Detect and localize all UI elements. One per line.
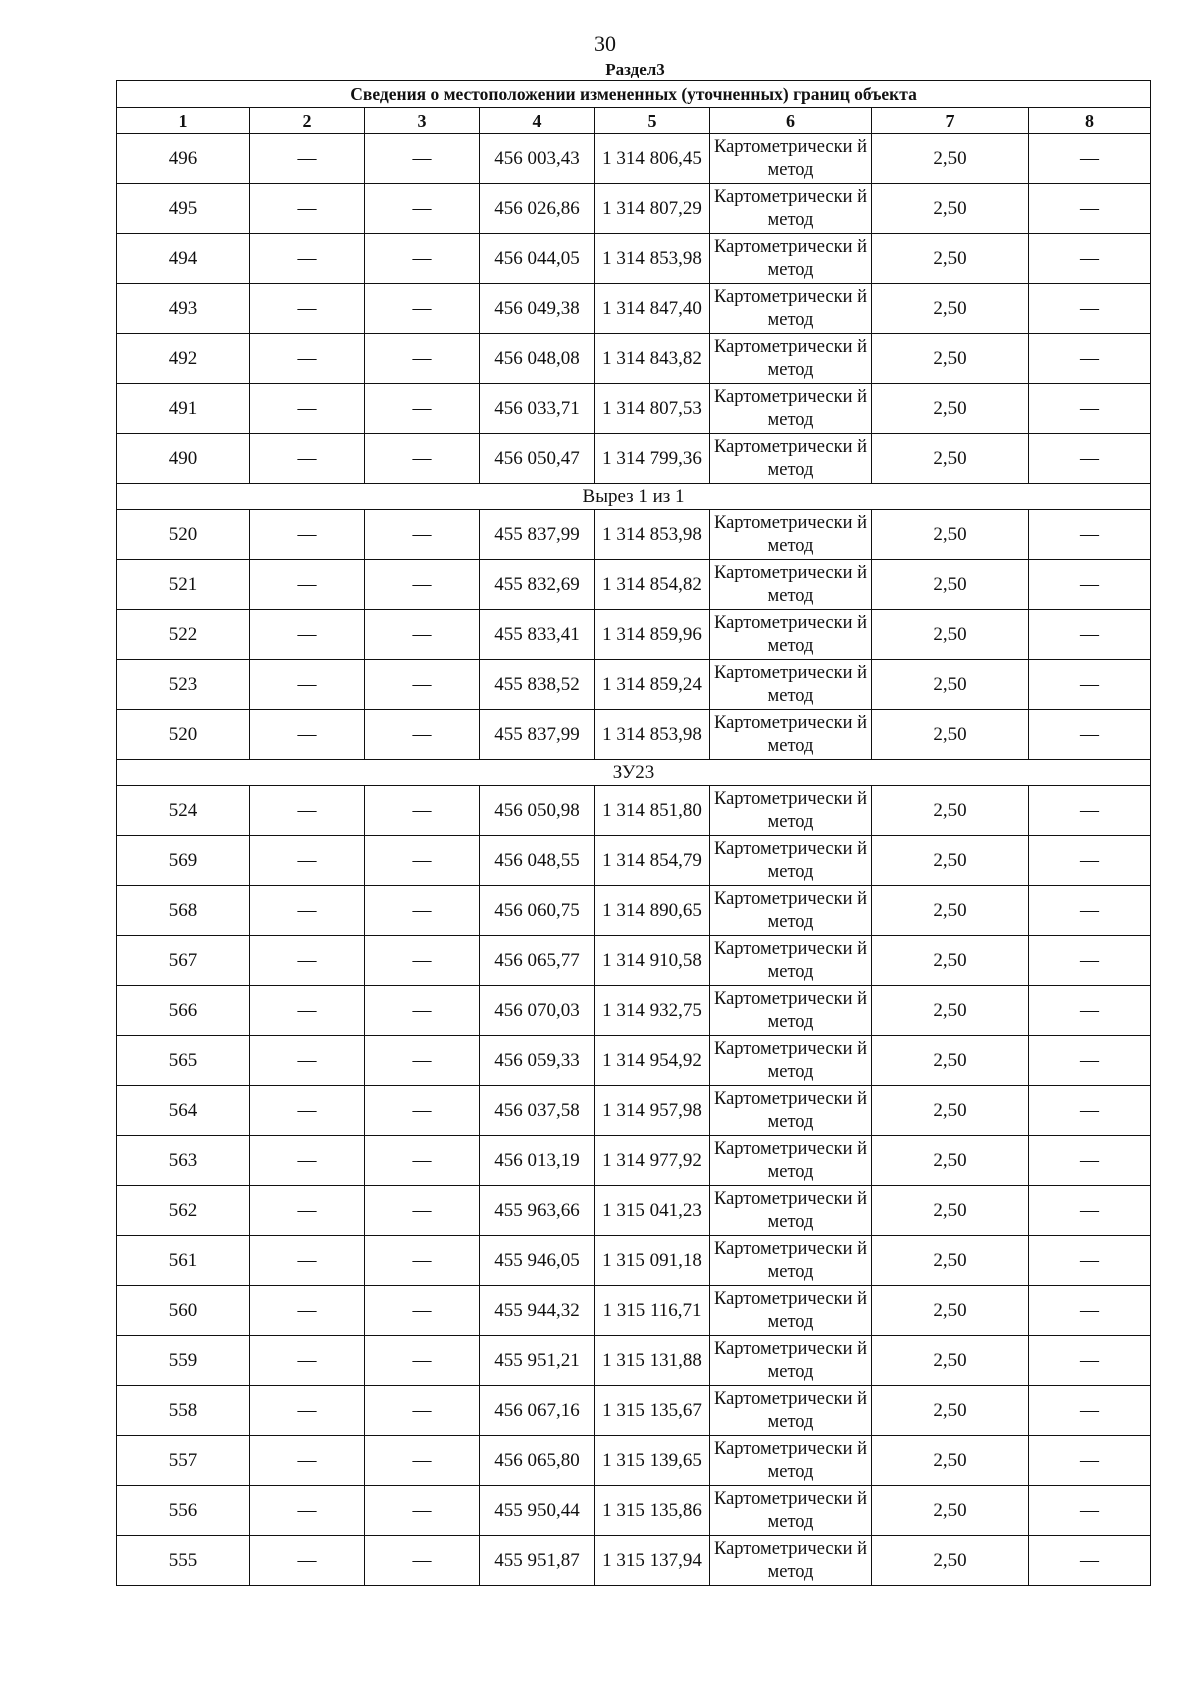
- accuracy-cell: 2,50: [872, 1286, 1029, 1336]
- col8-cell: —: [1029, 184, 1151, 234]
- y-coordinate-cell: 1 314 851,80: [595, 786, 710, 836]
- point-number-cell: 568: [117, 886, 250, 936]
- col2-cell: —: [250, 836, 365, 886]
- point-number-cell: 557: [117, 1436, 250, 1486]
- y-coordinate-cell: 1 315 041,23: [595, 1186, 710, 1236]
- accuracy-cell: 2,50: [872, 1136, 1029, 1186]
- col8-cell: —: [1029, 1036, 1151, 1086]
- col3-cell: —: [365, 134, 480, 184]
- point-number-cell: 523: [117, 660, 250, 710]
- accuracy-cell: 2,50: [872, 1386, 1029, 1436]
- accuracy-cell: 2,50: [872, 886, 1029, 936]
- accuracy-cell: 2,50: [872, 986, 1029, 1036]
- col8-cell: —: [1029, 1186, 1151, 1236]
- method-cell: Картометрически й метод: [710, 1286, 872, 1336]
- accuracy-cell: 2,50: [872, 1236, 1029, 1286]
- col2-cell: —: [250, 1286, 365, 1336]
- table-row: [117, 234, 1151, 284]
- col3-cell: —: [365, 334, 480, 384]
- column-header: 3: [365, 108, 480, 134]
- section-row: [117, 484, 1151, 510]
- col8-cell: —: [1029, 1386, 1151, 1436]
- col2-cell: —: [250, 1336, 365, 1386]
- column-header: 2: [250, 108, 365, 134]
- method-cell: Картометрически й метод: [710, 1136, 872, 1186]
- col2-cell: —: [250, 1486, 365, 1536]
- section-label: ЗУ23: [117, 760, 1151, 786]
- x-coordinate-cell: 456 060,75: [480, 886, 595, 936]
- method-cell: Картометрически й метод: [710, 284, 872, 334]
- accuracy-cell: 2,50: [872, 1536, 1029, 1586]
- col3-cell: —: [365, 184, 480, 234]
- x-coordinate-cell: 455 963,66: [480, 1186, 595, 1236]
- y-coordinate-cell: 1 315 135,86: [595, 1486, 710, 1536]
- accuracy-cell: 2,50: [872, 184, 1029, 234]
- point-number-cell: 493: [117, 284, 250, 334]
- col3-cell: —: [365, 560, 480, 610]
- col2-cell: —: [250, 1036, 365, 1086]
- accuracy-cell: 2,50: [872, 434, 1029, 484]
- y-coordinate-cell: 1 315 131,88: [595, 1336, 710, 1386]
- col2-cell: —: [250, 710, 365, 760]
- x-coordinate-cell: 456 044,05: [480, 234, 595, 284]
- accuracy-cell: 2,50: [872, 1186, 1029, 1236]
- y-coordinate-cell: 1 314 807,53: [595, 384, 710, 434]
- x-coordinate-cell: 456 065,80: [480, 1436, 595, 1486]
- x-coordinate-cell: 456 059,33: [480, 1036, 595, 1086]
- accuracy-cell: 2,50: [872, 1086, 1029, 1136]
- y-coordinate-cell: 1 314 954,92: [595, 1036, 710, 1086]
- col3-cell: —: [365, 836, 480, 886]
- col3-cell: —: [365, 660, 480, 710]
- method-cell: Картометрически й метод: [710, 1336, 872, 1386]
- col3-cell: —: [365, 1386, 480, 1436]
- accuracy-cell: 2,50: [872, 786, 1029, 836]
- col2-cell: —: [250, 610, 365, 660]
- x-coordinate-cell: 456 048,55: [480, 836, 595, 886]
- column-header: 1: [117, 108, 250, 134]
- table-row: [117, 334, 1151, 384]
- col3-cell: —: [365, 234, 480, 284]
- col8-cell: —: [1029, 1486, 1151, 1536]
- col2-cell: —: [250, 560, 365, 610]
- point-number-cell: 524: [117, 786, 250, 836]
- x-coordinate-cell: 455 838,52: [480, 660, 595, 710]
- col2-cell: —: [250, 1136, 365, 1186]
- column-header: 7: [872, 108, 1029, 134]
- col2-cell: —: [250, 334, 365, 384]
- y-coordinate-cell: 1 314 807,29: [595, 184, 710, 234]
- column-header: 4: [480, 108, 595, 134]
- col8-cell: —: [1029, 786, 1151, 836]
- col3-cell: —: [365, 1436, 480, 1486]
- table-row: [117, 384, 1151, 434]
- accuracy-cell: 2,50: [872, 510, 1029, 560]
- x-coordinate-cell: 455 832,69: [480, 560, 595, 610]
- col8-cell: —: [1029, 560, 1151, 610]
- col8-cell: —: [1029, 710, 1151, 760]
- method-cell: Картометрически й метод: [710, 1536, 872, 1586]
- col2-cell: —: [250, 936, 365, 986]
- section-title: Раздел3: [605, 60, 665, 79]
- method-cell: Картометрически й метод: [710, 786, 872, 836]
- table-row: [117, 1186, 1151, 1236]
- point-number-cell: 565: [117, 1036, 250, 1086]
- accuracy-cell: 2,50: [872, 1036, 1029, 1086]
- point-number-cell: 555: [117, 1536, 250, 1586]
- method-cell: Картометрически й метод: [710, 660, 872, 710]
- y-coordinate-cell: 1 314 890,65: [595, 886, 710, 936]
- accuracy-cell: 2,50: [872, 836, 1029, 886]
- table-row: [117, 710, 1151, 760]
- method-cell: Картометрически й метод: [710, 1486, 872, 1536]
- col2-cell: —: [250, 786, 365, 836]
- accuracy-cell: 2,50: [872, 610, 1029, 660]
- section-label: Вырез 1 из 1: [117, 484, 1151, 510]
- x-coordinate-cell: 456 065,77: [480, 936, 595, 986]
- point-number-cell: 496: [117, 134, 250, 184]
- y-coordinate-cell: 1 314 799,36: [595, 434, 710, 484]
- col3-cell: —: [365, 510, 480, 560]
- y-coordinate-cell: 1 314 853,98: [595, 234, 710, 284]
- col8-cell: —: [1029, 1536, 1151, 1586]
- table-row: [117, 836, 1151, 886]
- method-cell: Картометрически й метод: [710, 710, 872, 760]
- table-row: [117, 510, 1151, 560]
- col8-cell: —: [1029, 1336, 1151, 1386]
- col3-cell: —: [365, 284, 480, 334]
- x-coordinate-cell: 455 837,99: [480, 510, 595, 560]
- col8-cell: —: [1029, 234, 1151, 284]
- col8-cell: —: [1029, 1136, 1151, 1186]
- accuracy-cell: 2,50: [872, 134, 1029, 184]
- table-row: [117, 1536, 1151, 1586]
- method-cell: Картометрически й метод: [710, 510, 872, 560]
- col2-cell: —: [250, 434, 365, 484]
- table-row: [117, 1036, 1151, 1086]
- col8-cell: —: [1029, 134, 1151, 184]
- method-cell: Картометрически й метод: [710, 1036, 872, 1086]
- y-coordinate-cell: 1 314 847,40: [595, 284, 710, 334]
- section-row: [117, 760, 1151, 786]
- accuracy-cell: 2,50: [872, 334, 1029, 384]
- y-coordinate-cell: 1 314 853,98: [595, 710, 710, 760]
- y-coordinate-cell: 1 315 135,67: [595, 1386, 710, 1436]
- col8-cell: —: [1029, 886, 1151, 936]
- table-caption: Сведения о местоположении измененных (уточненных) границ объекта: [117, 81, 1151, 108]
- column-header: 8: [1029, 108, 1151, 134]
- table-row: [117, 434, 1151, 484]
- y-coordinate-cell: 1 314 977,92: [595, 1136, 710, 1186]
- col2-cell: —: [250, 1086, 365, 1136]
- table-row: [117, 1136, 1151, 1186]
- table-row: [117, 1336, 1151, 1386]
- col3-cell: —: [365, 434, 480, 484]
- col3-cell: —: [365, 936, 480, 986]
- col2-cell: —: [250, 1186, 365, 1236]
- col8-cell: —: [1029, 334, 1151, 384]
- col2-cell: —: [250, 1536, 365, 1586]
- col3-cell: —: [365, 384, 480, 434]
- point-number-cell: 521: [117, 560, 250, 610]
- method-cell: Картометрически й метод: [710, 434, 872, 484]
- col3-cell: —: [365, 886, 480, 936]
- y-coordinate-cell: 1 314 806,45: [595, 134, 710, 184]
- accuracy-cell: 2,50: [872, 560, 1029, 610]
- page-number: 30: [594, 31, 616, 56]
- table-row: [117, 134, 1151, 184]
- col2-cell: —: [250, 986, 365, 1036]
- boundary-coordinates-table: [116, 80, 1151, 1586]
- method-cell: Картометрически й метод: [710, 1086, 872, 1136]
- table-row: [117, 284, 1151, 334]
- point-number-cell: 520: [117, 710, 250, 760]
- method-cell: Картометрически й метод: [710, 836, 872, 886]
- x-coordinate-cell: 456 003,43: [480, 134, 595, 184]
- table-row: [117, 610, 1151, 660]
- col3-cell: —: [365, 1536, 480, 1586]
- table-row: [117, 986, 1151, 1036]
- column-header-row: [117, 108, 1151, 134]
- table-row: [117, 1436, 1151, 1486]
- table-row: [117, 1236, 1151, 1286]
- table-row: [117, 1086, 1151, 1136]
- col3-cell: —: [365, 1336, 480, 1386]
- y-coordinate-cell: 1 315 116,71: [595, 1286, 710, 1336]
- table-row: [117, 886, 1151, 936]
- x-coordinate-cell: 455 946,05: [480, 1236, 595, 1286]
- col3-cell: —: [365, 1136, 480, 1186]
- x-coordinate-cell: 456 050,47: [480, 434, 595, 484]
- y-coordinate-cell: 1 314 910,58: [595, 936, 710, 986]
- point-number-cell: 491: [117, 384, 250, 434]
- column-header: 6: [710, 108, 872, 134]
- x-coordinate-cell: 455 837,99: [480, 710, 595, 760]
- y-coordinate-cell: 1 314 853,98: [595, 510, 710, 560]
- point-number-cell: 569: [117, 836, 250, 886]
- method-cell: Картометрически й метод: [710, 1436, 872, 1486]
- point-number-cell: 492: [117, 334, 250, 384]
- point-number-cell: 561: [117, 1236, 250, 1286]
- accuracy-cell: 2,50: [872, 1336, 1029, 1386]
- point-number-cell: 567: [117, 936, 250, 986]
- accuracy-cell: 2,50: [872, 234, 1029, 284]
- x-coordinate-cell: 455 833,41: [480, 610, 595, 660]
- x-coordinate-cell: 456 013,19: [480, 1136, 595, 1186]
- col2-cell: —: [250, 384, 365, 434]
- x-coordinate-cell: 456 026,86: [480, 184, 595, 234]
- table-row: [117, 786, 1151, 836]
- method-cell: Картометрически й метод: [710, 334, 872, 384]
- point-number-cell: 490: [117, 434, 250, 484]
- point-number-cell: 520: [117, 510, 250, 560]
- col8-cell: —: [1029, 284, 1151, 334]
- point-number-cell: 558: [117, 1386, 250, 1436]
- method-cell: Картометрически й метод: [710, 560, 872, 610]
- accuracy-cell: 2,50: [872, 1436, 1029, 1486]
- point-number-cell: 564: [117, 1086, 250, 1136]
- x-coordinate-cell: 456 070,03: [480, 986, 595, 1036]
- col8-cell: —: [1029, 384, 1151, 434]
- x-coordinate-cell: 456 067,16: [480, 1386, 595, 1436]
- method-cell: Картометрически й метод: [710, 234, 872, 284]
- accuracy-cell: 2,50: [872, 710, 1029, 760]
- x-coordinate-cell: 455 951,21: [480, 1336, 595, 1386]
- method-cell: Картометрически й метод: [710, 1186, 872, 1236]
- col2-cell: —: [250, 184, 365, 234]
- col3-cell: —: [365, 710, 480, 760]
- x-coordinate-cell: 455 951,87: [480, 1536, 595, 1586]
- col8-cell: —: [1029, 1086, 1151, 1136]
- col2-cell: —: [250, 510, 365, 560]
- x-coordinate-cell: 456 048,08: [480, 334, 595, 384]
- method-cell: Картометрически й метод: [710, 610, 872, 660]
- col2-cell: —: [250, 1236, 365, 1286]
- y-coordinate-cell: 1 314 854,82: [595, 560, 710, 610]
- col3-cell: —: [365, 610, 480, 660]
- point-number-cell: 559: [117, 1336, 250, 1386]
- col3-cell: —: [365, 786, 480, 836]
- table-row: [117, 660, 1151, 710]
- col8-cell: —: [1029, 610, 1151, 660]
- point-number-cell: 563: [117, 1136, 250, 1186]
- col3-cell: —: [365, 1236, 480, 1286]
- method-cell: Картометрически й метод: [710, 1236, 872, 1286]
- table-row: [117, 1286, 1151, 1336]
- accuracy-cell: 2,50: [872, 660, 1029, 710]
- col3-cell: —: [365, 1086, 480, 1136]
- y-coordinate-cell: 1 314 957,98: [595, 1086, 710, 1136]
- col2-cell: —: [250, 284, 365, 334]
- y-coordinate-cell: 1 314 843,82: [595, 334, 710, 384]
- x-coordinate-cell: 455 944,32: [480, 1286, 595, 1336]
- method-cell: Картометрически й метод: [710, 936, 872, 986]
- table-row: [117, 936, 1151, 986]
- accuracy-cell: 2,50: [872, 936, 1029, 986]
- col8-cell: —: [1029, 510, 1151, 560]
- accuracy-cell: 2,50: [872, 1486, 1029, 1536]
- col8-cell: —: [1029, 1236, 1151, 1286]
- col2-cell: —: [250, 886, 365, 936]
- col3-cell: —: [365, 1486, 480, 1536]
- col8-cell: —: [1029, 836, 1151, 886]
- column-header: 5: [595, 108, 710, 134]
- x-coordinate-cell: 456 037,58: [480, 1086, 595, 1136]
- col3-cell: —: [365, 1036, 480, 1086]
- col8-cell: —: [1029, 936, 1151, 986]
- y-coordinate-cell: 1 314 859,24: [595, 660, 710, 710]
- table-row: [117, 560, 1151, 610]
- point-number-cell: 556: [117, 1486, 250, 1536]
- y-coordinate-cell: 1 314 932,75: [595, 986, 710, 1036]
- x-coordinate-cell: 456 033,71: [480, 384, 595, 434]
- method-cell: Картометрически й метод: [710, 886, 872, 936]
- col8-cell: —: [1029, 1436, 1151, 1486]
- y-coordinate-cell: 1 315 091,18: [595, 1236, 710, 1286]
- col2-cell: —: [250, 1386, 365, 1436]
- table-row: [117, 184, 1151, 234]
- col8-cell: —: [1029, 660, 1151, 710]
- col2-cell: —: [250, 234, 365, 284]
- table-row: [117, 1486, 1151, 1536]
- y-coordinate-cell: 1 315 139,65: [595, 1436, 710, 1486]
- point-number-cell: 495: [117, 184, 250, 234]
- point-number-cell: 494: [117, 234, 250, 284]
- point-number-cell: 560: [117, 1286, 250, 1336]
- method-cell: Картометрически й метод: [710, 384, 872, 434]
- col8-cell: —: [1029, 1286, 1151, 1336]
- col2-cell: —: [250, 1436, 365, 1486]
- col3-cell: —: [365, 986, 480, 1036]
- col2-cell: —: [250, 660, 365, 710]
- point-number-cell: 566: [117, 986, 250, 1036]
- method-cell: Картометрически й метод: [710, 184, 872, 234]
- x-coordinate-cell: 456 050,98: [480, 786, 595, 836]
- col3-cell: —: [365, 1286, 480, 1336]
- y-coordinate-cell: 1 314 859,96: [595, 610, 710, 660]
- y-coordinate-cell: 1 315 137,94: [595, 1536, 710, 1586]
- method-cell: Картометрически й метод: [710, 134, 872, 184]
- col2-cell: —: [250, 134, 365, 184]
- col3-cell: —: [365, 1186, 480, 1236]
- point-number-cell: 522: [117, 610, 250, 660]
- y-coordinate-cell: 1 314 854,79: [595, 836, 710, 886]
- x-coordinate-cell: 456 049,38: [480, 284, 595, 334]
- col8-cell: —: [1029, 434, 1151, 484]
- x-coordinate-cell: 455 950,44: [480, 1486, 595, 1536]
- col8-cell: —: [1029, 986, 1151, 1036]
- accuracy-cell: 2,50: [872, 284, 1029, 334]
- method-cell: Картометрически й метод: [710, 1386, 872, 1436]
- table-row: [117, 1386, 1151, 1436]
- method-cell: Картометрически й метод: [710, 986, 872, 1036]
- point-number-cell: 562: [117, 1186, 250, 1236]
- accuracy-cell: 2,50: [872, 384, 1029, 434]
